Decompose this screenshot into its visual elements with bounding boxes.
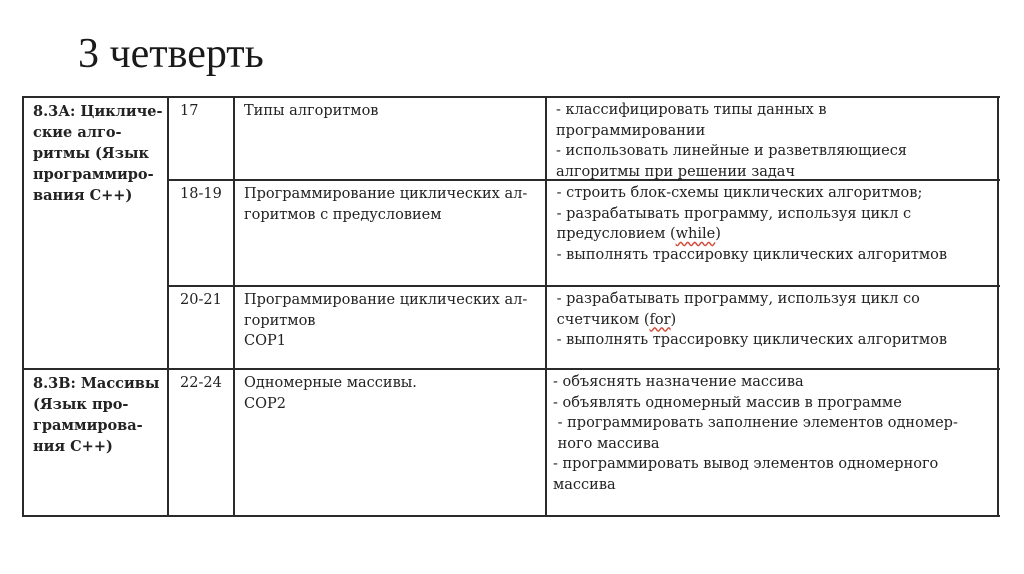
goal-text: счетчиком ( (552, 311, 650, 328)
table-bottom-border (22, 515, 1000, 517)
goal-line: - объяснять назначение массива (553, 374, 804, 390)
theme-cell (244, 184, 527, 225)
col-border-right (997, 96, 999, 517)
goal-line: - программировать вывод элементов одномерного (553, 456, 939, 472)
col-border-left (22, 96, 24, 517)
topic-line: 8.3А: Цикличе- (33, 103, 163, 120)
goals-cell (552, 183, 947, 265)
topic-line: вания С++) (33, 187, 133, 204)
lessons-cell: 17 (180, 103, 199, 119)
theme-line: Одномерные массивы. (244, 375, 417, 391)
lessons-cell: 18-19 (180, 186, 222, 202)
goal-line: - программировать заполнение элементов одномер- (553, 415, 958, 431)
goal-line: - выполнять трассировку циклических алгоритмов (552, 332, 948, 348)
goal-line: - выполнять трассировку циклических алгоритмов (552, 246, 948, 263)
theme-line: СОР1 (244, 333, 286, 349)
goal-line: алгоритмы при решении задач (556, 163, 796, 180)
goal-line: - строить блок-схемы циклических алгоритмов; (552, 185, 923, 201)
goal-line: - разрабатывать программу, используя цикл с (552, 205, 912, 222)
topic-line: программиро- (33, 166, 154, 183)
goal-line: - объявлять одномерный массив в программе (553, 394, 902, 411)
row-divider-2 (168, 285, 1000, 287)
topic-line: ния С++) (33, 438, 113, 455)
topic-line: (Язык про- (33, 396, 129, 413)
theme-cell (244, 373, 417, 414)
section-2-topic (33, 373, 165, 457)
goal-line: - использовать линейные и разветвляющиеся (556, 143, 907, 159)
theme-line: СОР2 (244, 395, 286, 412)
goal-line: ного массива (553, 435, 660, 452)
topic-line: граммирова- (33, 417, 143, 434)
slide-title: 3 четверть (78, 31, 264, 77)
goal-line: - классифицировать типы данных в (556, 102, 827, 118)
goals-cell (552, 289, 947, 351)
topic-line: ские алго- (33, 124, 122, 141)
keyword-while: while (675, 226, 716, 242)
topic-line: ритмы (Язык (33, 145, 149, 162)
goal-line (552, 310, 947, 331)
goal-line: программировании (556, 122, 706, 139)
keyword-for: for (649, 311, 671, 328)
col-border-1 (167, 96, 169, 517)
table-top-border (22, 96, 1000, 98)
lessons-cell: 22-24 (180, 375, 222, 391)
theme-line: Типы алгоритмов (244, 103, 379, 119)
theme-line: Программирование циклических ал- (244, 292, 528, 308)
goal-line (552, 224, 947, 245)
goal-text: ) (670, 311, 677, 328)
lessons-cell: 20-21 (180, 292, 222, 308)
goals-cell (556, 100, 907, 182)
theme-line: горитмов (244, 312, 316, 329)
topic-line: 8.3В: Массивы (33, 375, 160, 392)
theme-line: горитмов с предусловием (244, 206, 442, 223)
col-border-2 (233, 96, 235, 517)
goals-cell (553, 372, 958, 495)
goal-line: - разрабатывать программу, используя цикл со (552, 291, 920, 307)
goal-text: предусловием ( (552, 226, 676, 242)
theme-cell (244, 290, 527, 352)
goal-line: массива (553, 476, 616, 493)
theme-line: Программирование циклических ал- (244, 186, 528, 202)
goal-text: ) (715, 226, 721, 242)
section-divider (22, 368, 1000, 370)
section-1-topic (33, 101, 165, 206)
theme-cell (244, 101, 378, 122)
col-border-3 (545, 96, 547, 517)
